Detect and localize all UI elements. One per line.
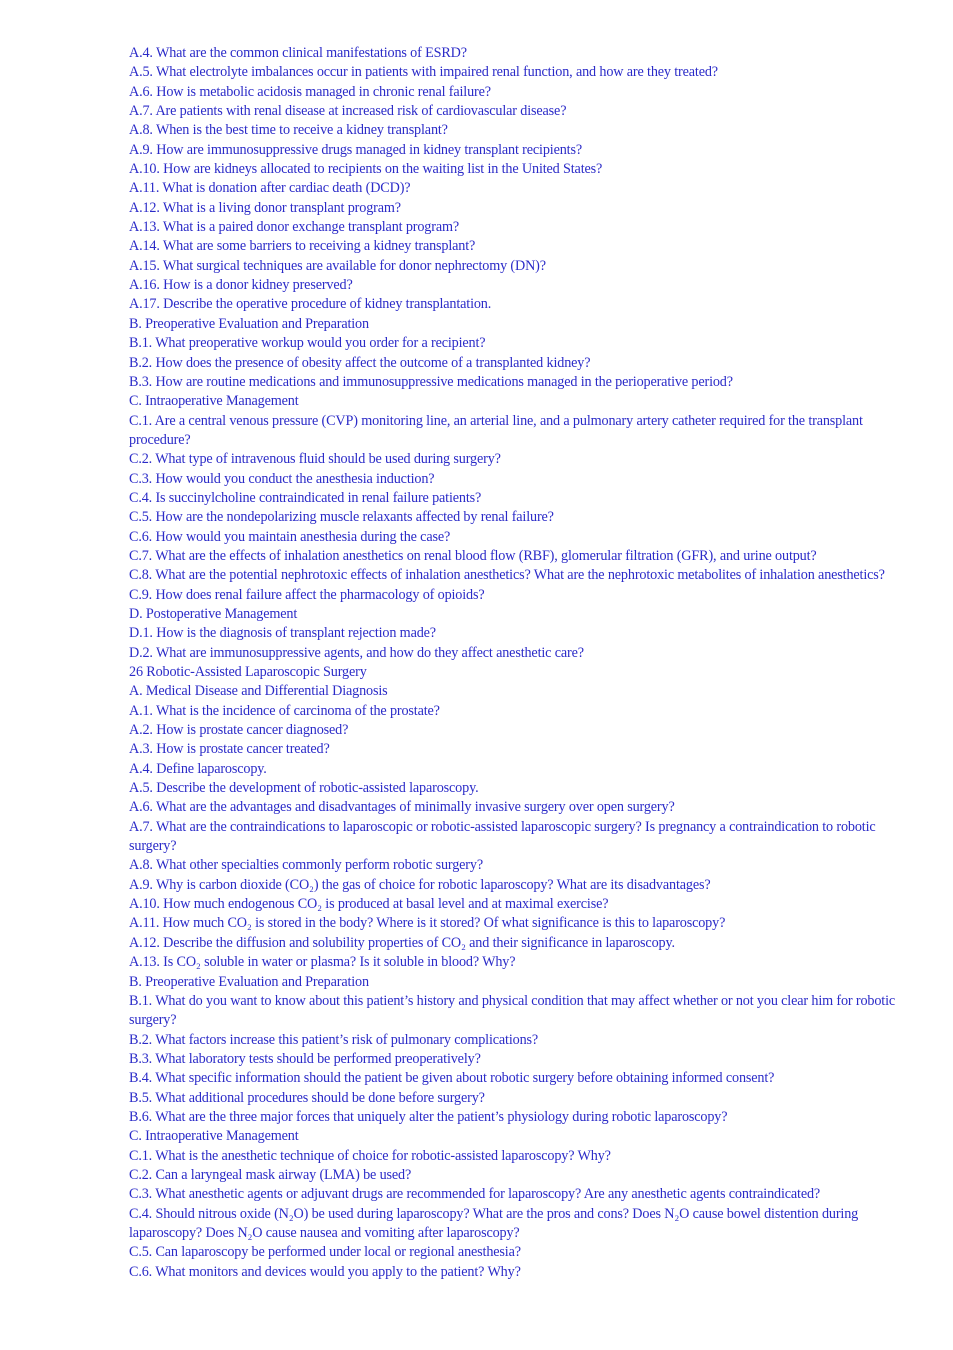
text-line: A.17. Describe the operative procedure of kidney transplantation. [129, 296, 492, 313]
text-line: C.4. Is succinylcholine contraindicated in renal failure patients? [129, 489, 482, 506]
text-line: C.5. How are the nondepolarizing muscle relaxants affected by renal failure? [129, 509, 554, 526]
text-line: A.13. What is a paired donor exchange transplant program? [129, 219, 459, 236]
text-line: C. Intraoperative Management [129, 1128, 299, 1145]
text-line: C.1. Are a central venous pressure (CVP) monitoring line, an arterial line, and a pulmonary artery catheter required for the transplant procedure? [129, 412, 863, 448]
text-line: A.16. How is a donor kidney preserved? [129, 277, 353, 294]
text-line: A.5. Describe the development of robotic-assisted laparoscopy. [129, 780, 479, 797]
text-line: A.10. How are kidneys allocated to recipients on the waiting list in the United States? [129, 161, 603, 178]
text-line: A.1. What is the incidence of carcinoma of the prostate? [129, 702, 440, 719]
text-line: B.2. How does the presence of obesity affect the outcome of a transplanted kidney? [129, 354, 591, 371]
document-page [129, 44, 899, 1282]
text-line: A.8. When is the best time to receive a kidney transplant? [129, 122, 448, 139]
text-line: A.3. How is prostate cancer treated? [129, 741, 330, 758]
text-line: C.1. What is the anesthetic technique of choice for robotic-assisted laparoscopy? Why? [129, 1147, 611, 1164]
text-line: A.7. What are the contraindications to laparoscopic or robotic-assisted laparoscopic surgery? Is pregnancy a contraindication to robotic surgery? [129, 818, 876, 855]
text-line: A.14. What are some barriers to receiving a kidney transplant? [129, 238, 476, 255]
text-line: A.6. What are the advantages and disadvantages of minimally invasive surgery over open surgery? [129, 799, 675, 816]
text-line: 26 Robotic-Assisted Laparoscopic Surgery [129, 664, 367, 680]
text-line: B.3. How are routine medications and immunosuppressive medications managed in the perioperative period? [129, 373, 733, 390]
text-line: C.9. How does renal failure affect the pharmacology of opioids? [129, 586, 485, 603]
text-line: B.1. What preoperative workup would you order for a recipient? [129, 335, 486, 352]
text-line: C.2. What type of intravenous fluid should be used during surgery? [129, 451, 501, 468]
text-line: C. Intraoperative Management [129, 393, 299, 410]
text-line: A.6. How is metabolic acidosis managed in chronic renal failure? [129, 83, 491, 100]
text-line: A.7. Are patients with renal disease at increased risk of cardiovascular disease? [129, 103, 567, 120]
text-line: C.4. Should nitrous oxide (N₂O) be used during laparoscopy? What are the pros and cons? Does N₂O cause bowel distention during laparoscopy? Does N₂O cause nausea and vomiting after laparoscopy? [129, 1205, 859, 1241]
text-line: C.3. What anesthetic agents or adjuvant drugs are recommended for laparoscopy? Are any anesthetic agents contraindicated? [129, 1186, 821, 1203]
text-line: A.10. How much endogenous CO₂ is produced at basal level and at maximal exercise? [129, 896, 609, 913]
text-line: A.15. What surgical techniques are available for donor nephrectomy (DN)? [129, 257, 546, 274]
text-line: A.9. Why is carbon dioxide (CO₂) the gas of choice for robotic laparoscopy? What are its disadvantages? [129, 876, 711, 893]
text-line: A.11. How much CO₂ is stored in the body? Where is it stored? Of what significance is this to laparoscopy? [129, 915, 726, 932]
text-line: A.2. How is prostate cancer diagnosed? [129, 722, 349, 739]
text-line: D. Postoperative Management [129, 605, 298, 622]
text-line: B.1. What do you want to know about this patient’s history and physical condition that may affect whether or not you clear him for robotic surgery? [129, 992, 896, 1029]
text-line: B.3. What laboratory tests should be performed preoperatively? [129, 1050, 481, 1067]
text-line: A. Medical Disease and Differential Diagnosis [129, 683, 388, 700]
text-line: C.7. What are the effects of inhalation anesthetics on renal blood flow (RBF), glomerular filtration (GFR), and urine output? [129, 547, 817, 564]
text-line: B. Preoperative Evaluation and Preparation [129, 315, 369, 332]
text-line: A.8. What other specialties commonly perform robotic surgery? [129, 857, 483, 874]
text-line: A.11. What is donation after cardiac death (DCD)? [129, 180, 411, 197]
text-line: D.1. How is the diagnosis of transplant rejection made? [129, 625, 436, 642]
text-line: A.4. What are the common clinical manifestations of ESRD? [129, 45, 467, 61]
text-line: A.9. How are immunosuppressive drugs managed in kidney transplant recipients? [129, 141, 582, 158]
text-line: A.5. What electrolyte imbalances occur in patients with impaired renal function, and how are they treated? [129, 64, 718, 81]
text-line: C.8. What are the potential nephrotoxic effects of inhalation anesthetics? What are the nephrotoxic metabolites of inhalation anesthetics? [129, 567, 885, 584]
text-line: C.2. Can a laryngeal mask airway (LMA) be used? [129, 1166, 412, 1183]
text-line: B.2. What factors increase this patient’s risk of pulmonary complications? [129, 1031, 539, 1048]
text-line: B.4. What specific information should the patient be given about robotic surgery before obtaining informed consent? [129, 1070, 775, 1087]
text-line: B.6. What are the three major forces that uniquely alter the patient’s physiology during robotic laparoscopy? [129, 1108, 728, 1125]
text-line: C.6. How would you maintain anesthesia during the case? [129, 528, 451, 545]
text-line: C.3. How would you conduct the anesthesia induction? [129, 470, 435, 487]
text-line: C.5. Can laparoscopy be performed under local or regional anesthesia? [129, 1244, 521, 1261]
text-line: B. Preoperative Evaluation and Preparation [129, 973, 369, 990]
text-line: D.2. What are immunosuppressive agents, and how do they affect anesthetic care? [129, 644, 584, 661]
text-line: C.6. What monitors and devices would you apply to the patient? Why? [129, 1263, 521, 1280]
text-line: A.12. Describe the diffusion and solubility properties of CO₂ and their significance in laparoscopy. [129, 934, 675, 951]
text-line: A.13. Is CO₂ soluble in water or plasma? Is it soluble in blood? Why? [129, 954, 516, 971]
text-line: B.5. What additional procedures should be done before surgery? [129, 1089, 485, 1106]
text-line: A.12. What is a living donor transplant program? [129, 199, 401, 216]
text-line: A.4. Define laparoscopy. [129, 760, 267, 777]
